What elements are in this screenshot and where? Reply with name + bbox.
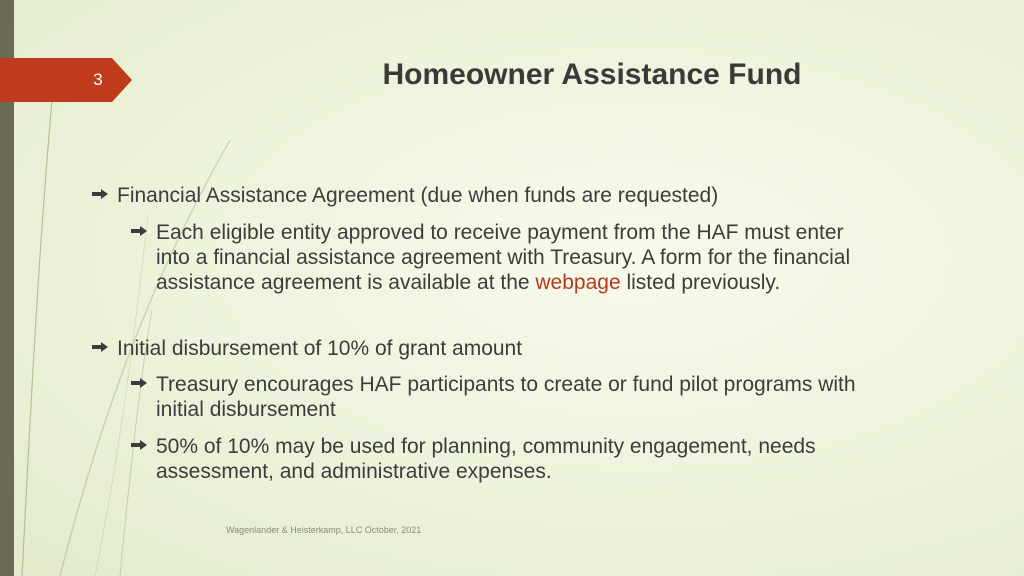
sub-bullet-line: 50% of 10% may be used for planning, community engagement, needs <box>156 435 816 458</box>
footer-text: Wagenlander & Heisterkamp, LLC October, 2021 <box>226 525 422 535</box>
sub-bullet-arrow-icon <box>131 378 147 388</box>
bullet-financial-agreement: Financial Assistance Agreement (due when funds are requested) <box>117 184 719 207</box>
slide-title: Homeowner Assistance Fund <box>382 58 802 91</box>
webpage-link[interactable]: webpage <box>535 271 621 294</box>
sub-bullet-arrow-icon <box>131 440 147 450</box>
sub-bullet-text: assistance agreement is available at the <box>156 271 536 294</box>
sub-bullet-arrow-icon <box>131 226 147 236</box>
sub-bullet-line: Treasury encourages HAF participants to create or fund pilot programs with <box>156 373 856 396</box>
sub-bullet-line: initial disbursement <box>156 398 336 421</box>
sub-bullet-line: Each eligible entity approved to receive payment from the HAF must enter <box>156 221 844 244</box>
slide-number: 3 <box>93 70 103 89</box>
bullet-arrow-icon <box>92 189 108 199</box>
sub-bullet-line: assessment, and administrative expenses. <box>156 460 552 483</box>
bullet-initial-disbursement: Initial disbursement of 10% of grant amount <box>117 337 523 360</box>
sub-bullet-line-with-link <box>156 270 956 295</box>
sub-bullet-text: listed previously. <box>620 271 781 294</box>
sub-bullet-line: into a financial assistance agreement with Treasury. A form for the financial <box>156 246 851 269</box>
bullet-arrow-icon <box>92 342 108 352</box>
